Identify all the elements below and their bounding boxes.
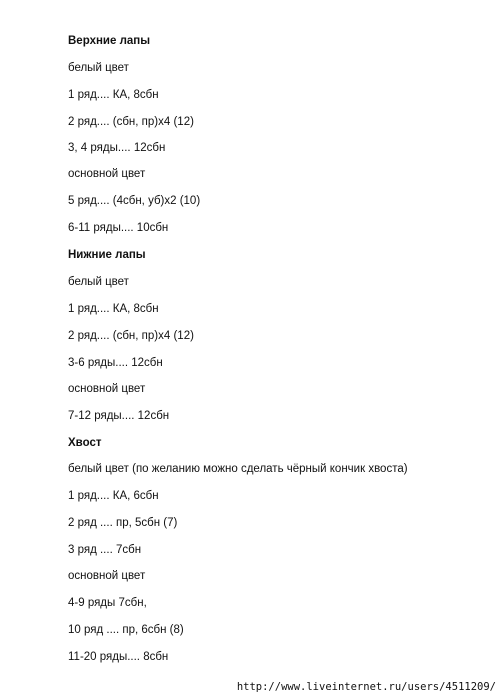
text-line: 1 ряд.... КА, 8сбн [68, 303, 159, 315]
text-line: 2 ряд.... (сбн, пр)х4 (12) [68, 330, 194, 342]
text-line: 3-6 ряды.... 12сбн [68, 357, 163, 369]
text-line: 3 ряд .... 7сбн [68, 544, 142, 556]
text-line: 11-20 ряды.... 8сбн [68, 651, 169, 663]
text-line: 3, 4 ряды.... 12сбн [68, 142, 166, 154]
section-heading-tail: Хвост [68, 437, 102, 449]
section-heading-upper-paws: Верхние лапы [68, 35, 151, 47]
section-heading-lower-paws: Нижние лапы [68, 249, 146, 261]
text-line: 1 ряд.... КА, 6сбн [68, 490, 159, 502]
text-line: 2 ряд.... (сбн, пр)х4 (12) [68, 116, 194, 128]
text-line: 10 ряд .... пр, 6сбн (8) [68, 624, 184, 636]
watermark-url: http://www.liveinternet.ru/users/4511209/ [236, 681, 496, 693]
text-line: 1 ряд.... КА, 8сбн [68, 89, 159, 101]
text-line: 6-11 ряды.... 10сбн [68, 222, 169, 234]
text-line: основной цвет [68, 570, 146, 582]
text-line: белый цвет [68, 276, 129, 288]
text-line: 2 ряд .... пр, 5сбн (7) [68, 517, 178, 529]
text-line: белый цвет [68, 62, 129, 74]
text-line: белый цвет (по желанию можно сделать чёрный кончик хвоста) [68, 463, 408, 475]
text-line: основной цвет [68, 168, 146, 180]
text-line: 5 ряд.... (4сбн, уб)х2 (10) [68, 195, 201, 207]
text-line: 7-12 ряды.... 12сбн [68, 410, 170, 422]
text-line: 4-9 ряды 7сбн, [68, 597, 147, 609]
text-line: основной цвет [68, 383, 146, 395]
